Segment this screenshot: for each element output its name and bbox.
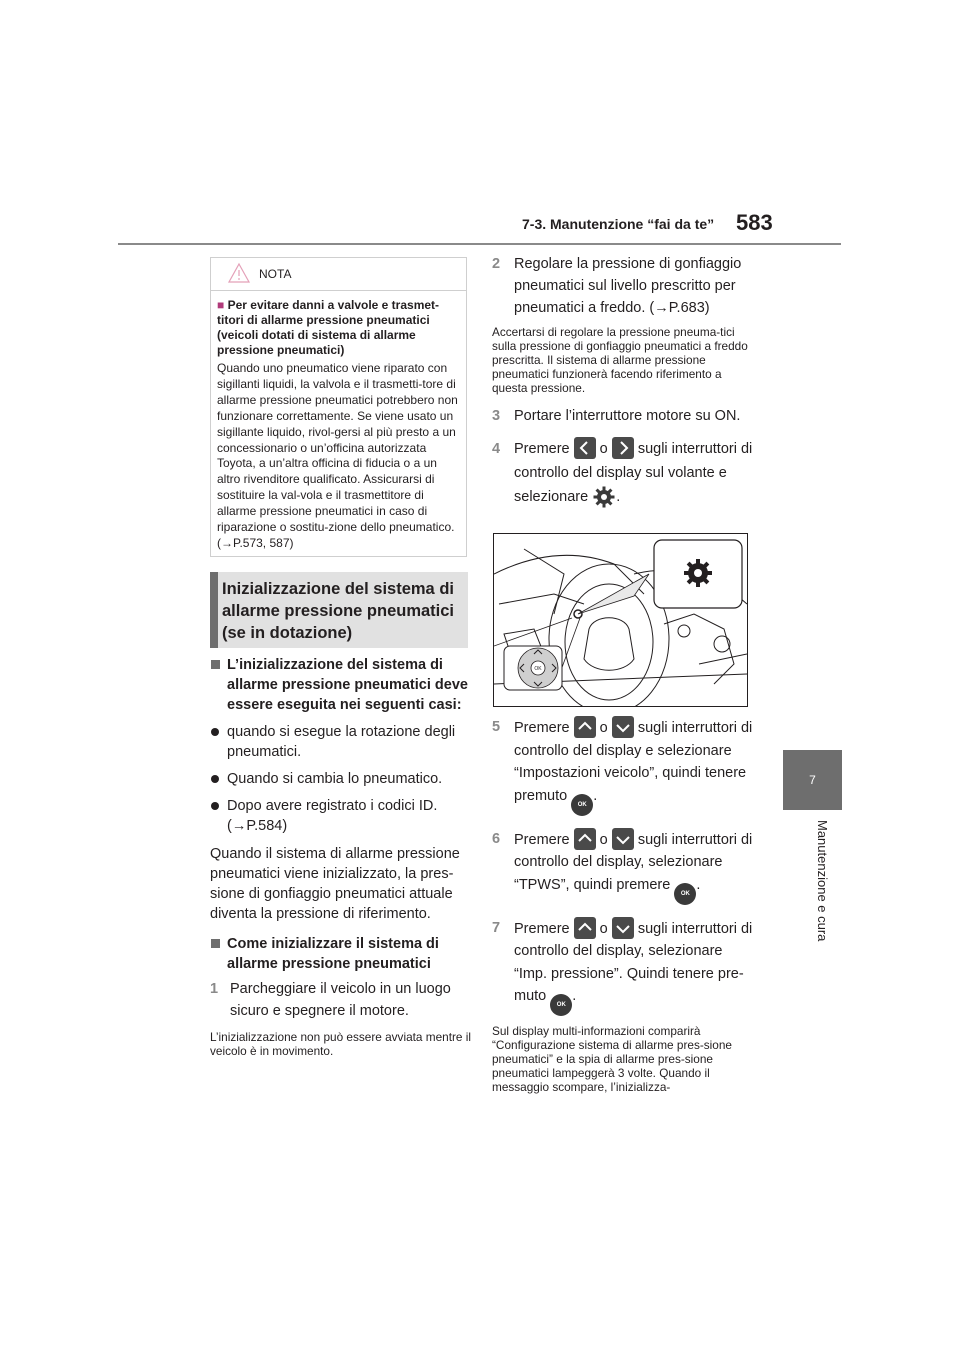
caution-label: NOTA <box>259 267 292 281</box>
subheading-how-to: Come inizializzare il sistema di allarme pressione pneumatici <box>210 934 472 974</box>
step-text-end: . <box>593 787 598 804</box>
step-1 <box>210 978 472 1022</box>
step-2-note: Accertarsi di regolare la pressione pneuma-tici sulla pressione di gonfiaggio pneumatici a freddo prescritta. Il sistema di allarme pressione pneumatici funzionerà facendo riferimento a questa pressione. <box>492 325 748 395</box>
step-text: sugli interruttori di controllo del display e selezionare “Impostazioni veicolo”, quindi tenere premuto <box>514 720 753 804</box>
final-note: Sul display multi-informazioni comparirà “Configurazione sistema di allarme pres-sione pneumatici” e la spia di allarme pres-sione pneumatici lampeggerà 3 volte. Quando il messaggio scompare, l’inizializza- <box>492 1024 732 1094</box>
step-text: sugli interruttori di controllo del display, selezionare “Imp. pressione”. Quindi tenere pre-muto <box>514 920 753 1004</box>
step-number: 7 <box>492 919 501 936</box>
chapter-tab: 7 <box>783 750 842 810</box>
right-column-lower <box>492 716 754 1094</box>
paragraph-reference-pressure: Quando il sistema di allarme pressione pneumatici viene inizializzato, la pres-sione di gonfiaggio pneumatici attuale diventa la pressione di riferimento. <box>210 846 460 922</box>
step-text: Regolare la pressione di gonfiaggio pneumatici sul livello prescritto per pneumatici a freddo. (→P.683) <box>514 256 742 316</box>
section-title-box <box>210 572 468 648</box>
caution-heading <box>217 298 461 358</box>
step-5 <box>492 716 754 816</box>
caution-heading-text: Per evitare danni a valvole e trasmet-titori di allarme pressione pneumatici (veicoli dotati di sistema di allarme pressione pneumatici) <box>217 298 440 357</box>
left-column <box>210 655 472 1058</box>
step-number: 6 <box>492 830 501 847</box>
ok-button-icon: OK <box>674 883 696 905</box>
svg-text:OK: OK <box>534 666 542 672</box>
step-number: 1 <box>210 981 219 997</box>
step-text: sugli interruttori di controllo del display, selezionare “TPWS”, quindi premere <box>514 831 753 893</box>
step-text: Portare l’interruttore motore su ON. <box>514 408 741 424</box>
step-4 <box>492 437 754 517</box>
chevron-down-icon <box>612 716 634 738</box>
step-number: 2 <box>492 256 501 272</box>
step-text: Premere <box>514 441 570 457</box>
gear-icon <box>592 485 616 517</box>
subheading-cases: L’inizializzazione del sistema di allarme pressione pneumatici deve essere eseguita nei seguenti casi: <box>210 655 472 715</box>
header-rule <box>118 243 841 245</box>
chapter-label: Manutenzione e cura <box>815 820 830 942</box>
step-text: Premere <box>514 720 570 736</box>
ok-button-icon: OK <box>550 994 572 1016</box>
or-text: o <box>599 920 608 937</box>
step-text: Parcheggiare il veicolo in un luogo sicuro e spegnere il motore. <box>230 981 451 1019</box>
steering-wheel-drawing <box>494 534 747 706</box>
right-column <box>492 253 754 517</box>
step-text: sugli interruttori di controllo del display sul volante e selezionare <box>514 441 753 505</box>
step-7 <box>492 917 754 1017</box>
warning-triangle-icon <box>227 262 251 284</box>
or-text: o <box>599 441 608 457</box>
step-1-note: L’inizializzazione non può essere avviata mentre il veicolo è in movimento. <box>210 1030 471 1058</box>
step-text: Premere <box>514 920 570 937</box>
step-number: 3 <box>492 408 501 424</box>
chevron-down-icon <box>612 828 634 850</box>
step-text-end: . <box>572 988 577 1004</box>
chevron-up-icon <box>574 917 596 939</box>
bullet-item: Dopo avere registrato i codici ID. (→P.584) <box>210 796 472 836</box>
or-text: o <box>599 720 608 736</box>
bullet-item: quando si esegue la rotazione degli pneumatici. <box>210 722 472 762</box>
caution-body: Quando uno pneumatico viene riparato con sigillanti liquidi, la valvola e il trasmetti-tore di allarme pressione pneumatici potrebbero non funzionare correttamente. Se viene usato un sigillante liquido, rivol-gersi al più presto a un concessionario o un’officina autorizzata Toyota, a un’altra officina di fiducia o a un altro rivenditore qualificato. Assicurarsi di sostituire la val-vola e il trasmettitore di allarme pressione pneumatici in caso di riparazione o sostitu-zione dello pneumatico. (→P.573, 587) <box>217 361 458 550</box>
chevron-left-icon <box>574 437 596 459</box>
step-2 <box>492 253 754 319</box>
chevron-down-icon <box>612 917 634 939</box>
step-number: 5 <box>492 719 501 735</box>
bullet-item: Quando si cambia lo pneumatico. <box>210 769 472 789</box>
page-number: 583 <box>736 210 773 235</box>
or-text: o <box>599 831 608 848</box>
header-section-title: 7-3. Manutenzione “fai da te” <box>522 216 715 232</box>
step-text-end: . <box>616 489 621 505</box>
caution-box <box>210 257 467 557</box>
chevron-up-icon <box>574 716 596 738</box>
step-text-end: . <box>696 876 701 893</box>
section-title: Inizializzazione del sistema di allarme pressione pneumatici (se in dotazione) <box>222 580 455 642</box>
step-6 <box>492 828 754 905</box>
caution-header <box>211 258 466 291</box>
section-title-bar <box>210 572 218 648</box>
step-text: Premere <box>514 831 570 848</box>
chevron-up-icon <box>574 828 596 850</box>
ok-button-icon: OK <box>571 794 593 816</box>
chevron-right-icon <box>612 437 634 459</box>
square-bullet-icon: ■ <box>217 298 225 312</box>
step-number: 4 <box>492 441 501 457</box>
step-3 <box>492 405 754 427</box>
steering-wheel-illustration <box>493 533 748 707</box>
